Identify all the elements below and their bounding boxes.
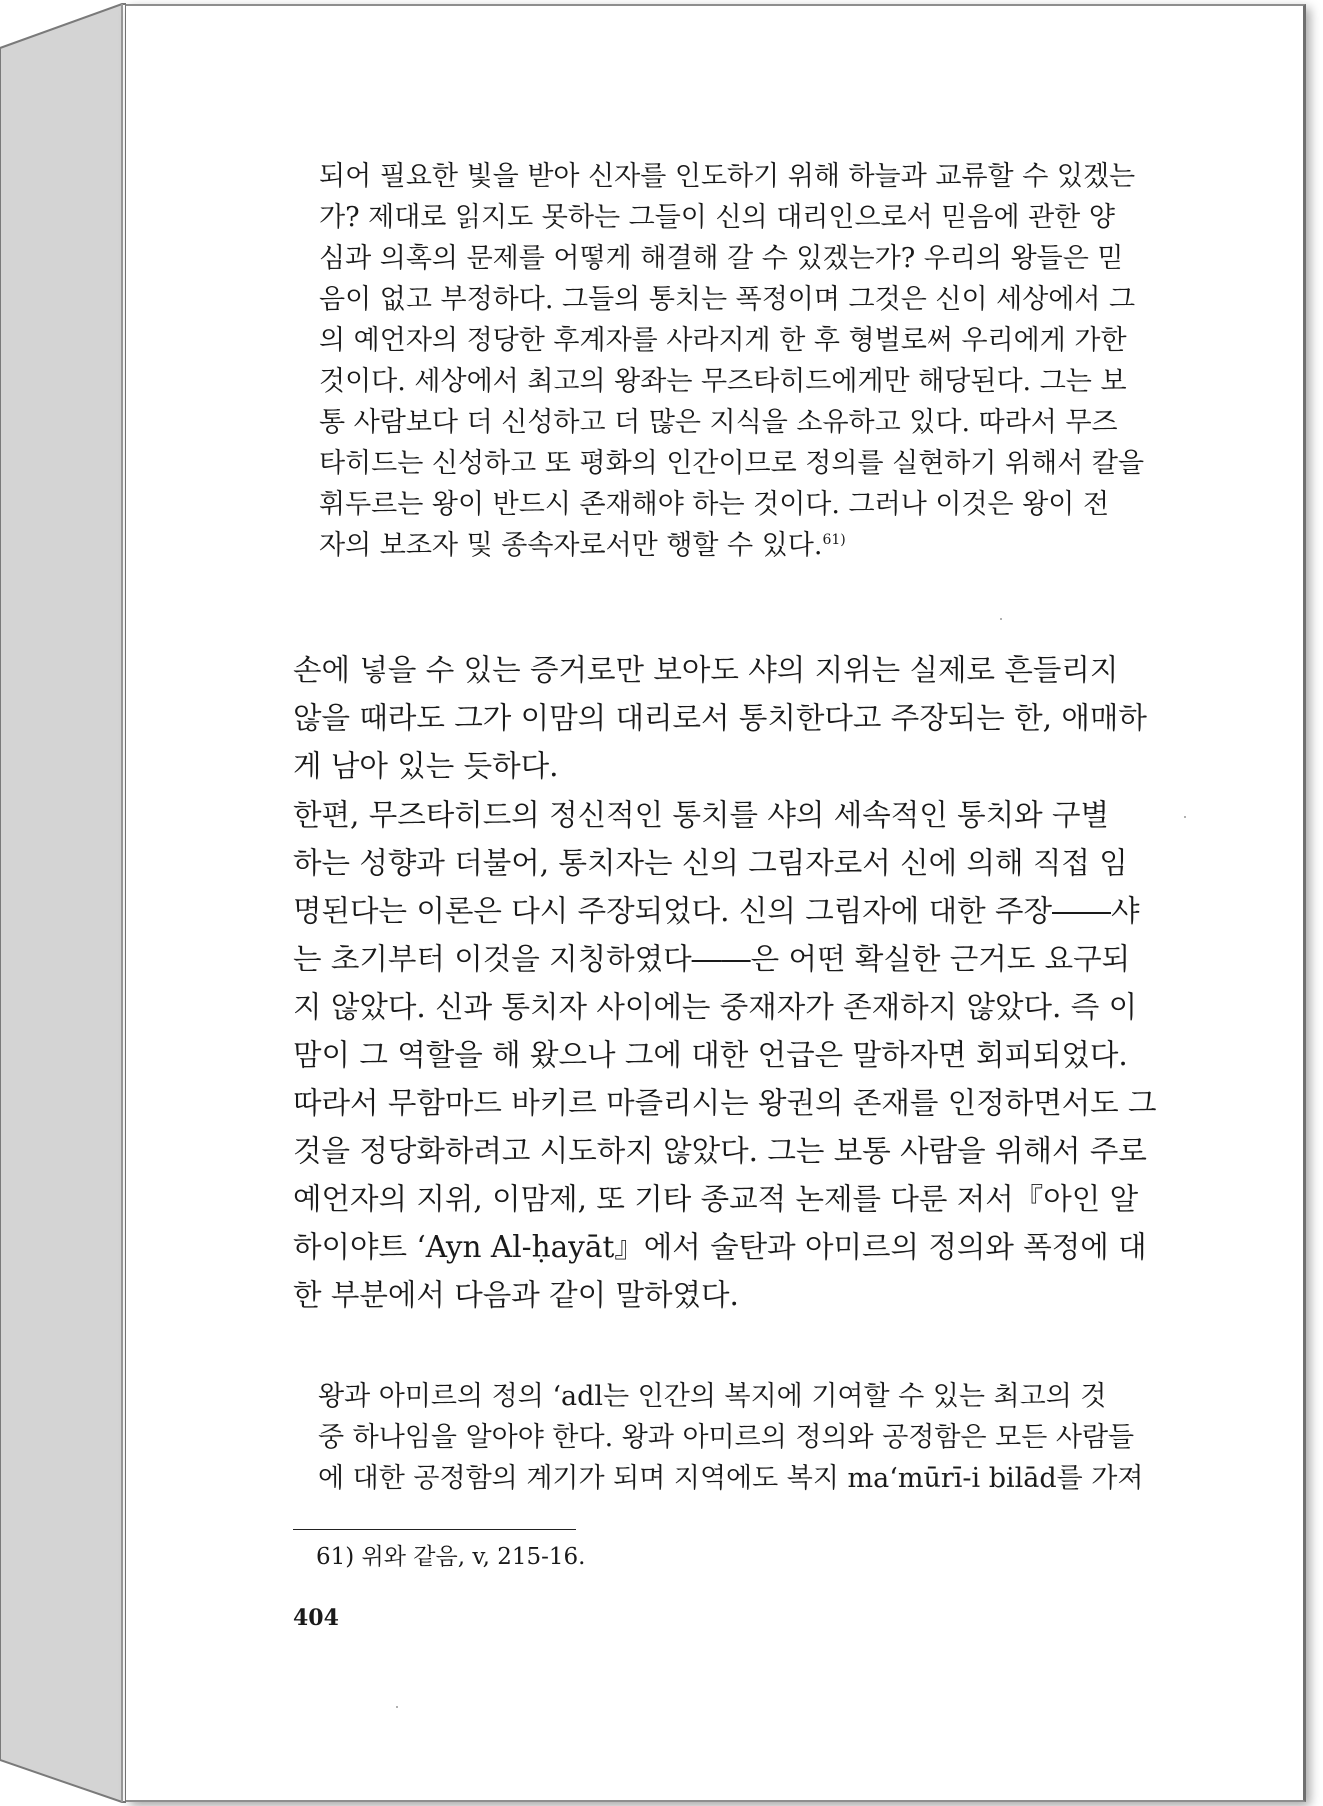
- body-1-line: 손에 넣을 수 있는 증거로만 보아도 샤의 지위는 실제로 흔들리지: [293, 653, 1119, 687]
- body-2-line: 하는 성향과 더불어, 통치자는 신의 그림자로서 신에 의해 직접 임: [293, 846, 1128, 880]
- page-number: 404: [293, 1605, 339, 1631]
- body-paragraph-1: [293, 646, 1183, 790]
- footnote-reference: 61): [822, 532, 846, 548]
- quote-1-line: 의 예언자의 정당한 후계자를 사라지게 한 후 형벌로써 우리에게 가한: [319, 325, 1127, 356]
- body-2-line: 따라서 무함마드 바키르 마즐리시는 왕권의 존재를 인정하면서도 그: [293, 1086, 1157, 1120]
- footnote-separator: [293, 1529, 576, 1530]
- body-1-line: 않을 때라도 그가 이맘의 대리로서 통치한다고 주장되는 한, 애매하: [293, 701, 1147, 735]
- body-1-line: 게 남아 있는 듯하다.: [293, 749, 559, 783]
- body-2-line: 한 부분에서 다음과 같이 말하였다.: [293, 1278, 739, 1312]
- book-spine-edge: [0, 0, 126, 1806]
- quote-2-line: 왕과 아미르의 정의 ‘adl는 인간의 복지에 기여할 수 있는 최고의 것: [318, 1381, 1107, 1412]
- body-2-line: 것을 정당화하려고 시도하지 않았다. 그는 보통 사람을 위해서 주로: [293, 1134, 1147, 1168]
- quote-1-last-line: [319, 525, 1179, 566]
- body-paragraph-2: [293, 791, 1183, 1319]
- quote-2-line: 중 하나임을 알아야 한다. 왕과 아미르의 정의와 공정함은 모든 사람들: [318, 1422, 1135, 1453]
- book-page: [126, 4, 1306, 1802]
- book-spine-graphic: [0, 0, 126, 1806]
- quote-block-2: [294, 1376, 1184, 1499]
- quote-1-line: 통 사람보다 더 신성하고 더 많은 지식을 소유하고 있다. 따라서 무즈: [319, 407, 1118, 438]
- scan-speck: [396, 1706, 398, 1708]
- quote-1-line-text: 자의 보조자 및 종속자로서만 행할 수 있다.: [319, 530, 823, 561]
- scan-speck: [1184, 816, 1186, 818]
- quote-1-line: 되어 필요한 빛을 받아 신자를 인도하기 위해 하늘과 교류할 수 있겠는: [319, 161, 1136, 192]
- body-2-line: 명된다는 이론은 다시 주장되었다. 신의 그림자에 대한 주장――샤: [293, 894, 1140, 928]
- body-2-line: 한편, 무즈타히드의 정신적인 통치를 샤의 세속적인 통치와 구별: [293, 798, 1109, 832]
- quote-1-line: 것이다. 세상에서 최고의 왕좌는 무즈타히드에게만 해당된다. 그는 보: [319, 366, 1127, 397]
- footnote: 61) 위와 같음, v, 215-16.: [316, 1544, 586, 1570]
- scan-speck: [1000, 618, 1002, 620]
- quote-1-line: 가? 제대로 읽지도 못하는 그들이 신의 대리인으로서 믿음에 관한 양: [319, 202, 1115, 233]
- quote-block-1: [319, 156, 1179, 566]
- quote-2-line: 에 대한 공정함의 계기가 되며 지역에도 복지 ma‘mūrī-i bilād를 가져: [318, 1463, 1144, 1494]
- body-2-line: 지 않았다. 신과 통치자 사이에는 중재자가 존재하지 않았다. 즉 이: [293, 990, 1138, 1024]
- quote-1-line: 타히드는 신성하고 또 평화의 인간이므로 정의를 실현하기 위해서 칼을: [319, 448, 1145, 479]
- body-2-line: 예언자의 지위, 이맘제, 또 기타 종교적 논제를 다룬 저서『아인 알: [293, 1182, 1139, 1216]
- body-2-line: 하이야트 ‘Ayn Al-ḥayāt』에서 술탄과 아미르의 정의와 폭정에 대: [293, 1230, 1147, 1264]
- quote-1-line: 휘두르는 왕이 반드시 존재해야 하는 것이다. 그러나 이것은 왕이 전: [319, 489, 1110, 520]
- quote-1-line: 음이 없고 부정하다. 그들의 통치는 폭정이며 그것은 신이 세상에서 그: [319, 284, 1136, 315]
- quote-1-line: 심과 의혹의 문제를 어떻게 해결해 갈 수 있겠는가? 우리의 왕들은 믿: [319, 243, 1124, 274]
- body-2-line: 는 초기부터 이것을 지칭하였다――은 어떤 확실한 근거도 요구되: [293, 942, 1131, 976]
- body-2-line: 맘이 그 역할을 해 왔으나 그에 대한 언급은 말하자면 회피되었다.: [293, 1038, 1128, 1072]
